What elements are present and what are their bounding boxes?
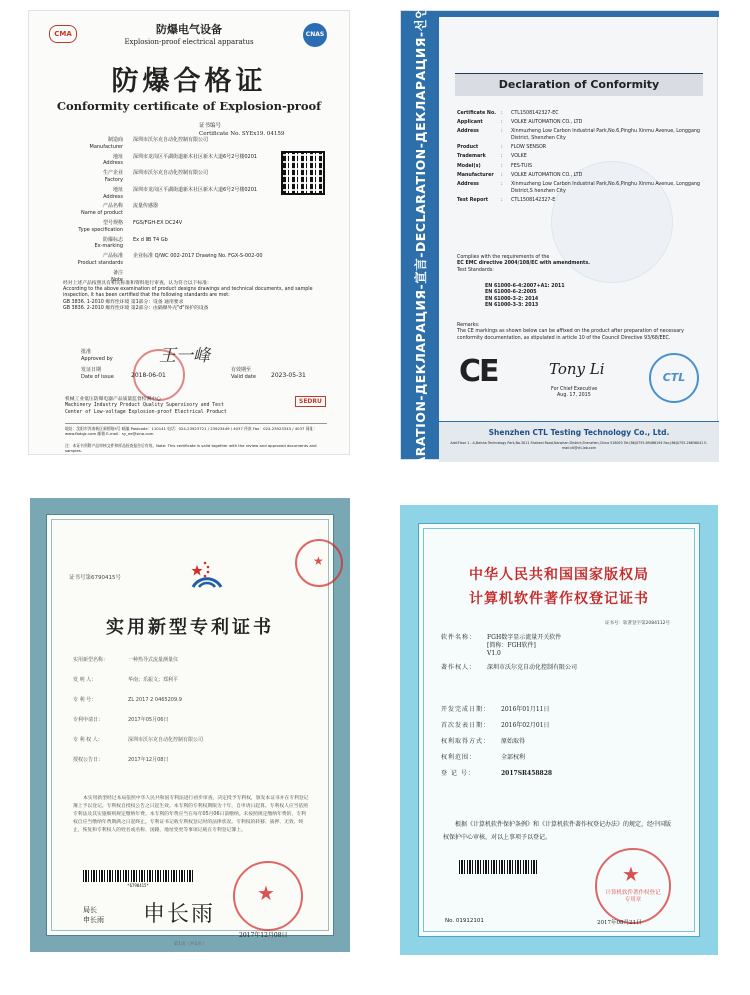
approved-by: 批准 Approved by bbox=[81, 349, 113, 362]
patent-number: 证书号第6790415号 bbox=[69, 575, 121, 581]
cert-number: 证书号：软著登字第2084112号 bbox=[605, 621, 671, 626]
field-row: 制造商 Manufacturer 深圳市沃尔克自动化控制有限公司 bbox=[89, 137, 209, 150]
barcode-icon bbox=[459, 860, 539, 874]
issuer-title: 中华人民共和国国家版权局 bbox=[469, 567, 649, 583]
cnas-logo: CNAS bbox=[303, 23, 327, 47]
remarks: Remarks: The CE markings as shown below can be affixed on the product after preparation of necessary conformity documentation, as stipulated in article 10 of the Council Directive 93/68/EEC. bbox=[457, 323, 684, 341]
contact-info: 地址：沈阳市浑南新区新桥路5号 邮编 Postcode：110141 电话：024-23923721 / 23923449 / 4037 传真 Fax：024-23923343 / 4037 网址：www.fbdqjc.com 邮箱 E-mail：sy_ex@sina.com bbox=[65, 423, 327, 436]
field-row: 发 明 人： 华南；乐振文；郑利平 bbox=[73, 677, 179, 683]
bureau-title: 局长 申长雨 bbox=[83, 906, 104, 924]
field-row: 权利取得方式： 原始取得 bbox=[441, 738, 526, 745]
cert-note: 注：本证书须附产品审核文件和样品检查报告后有效。Note: This certificate is valid together with the review and approved documents and samples. bbox=[65, 443, 317, 453]
field-row: 软件名称： FGH数字显示流量开关软件 bbox=[441, 634, 562, 641]
patent-office-emblem-icon bbox=[187, 557, 227, 595]
cert-basis: 经对上述产品按照具有相关标准和资料进行审查，认为符合以下标准： According to the above examination of product designs drawings and technical documents, and sample inspection, it has been certified that the following standards are met: GB 3836. 1-2010 爆炸性环境 第1部分：设备 通用要求 GB 3836. 2-2010 爆炸性环境 第2部分：由隔爆外壳"d"保护的设备 bbox=[63, 281, 325, 312]
executive-info: For Chief Executive Aug. 17, 2015 bbox=[551, 387, 598, 399]
field-row: 生产企业 Factory 深圳市沃尔克自动化控制有限公司 bbox=[102, 170, 209, 183]
field-row: 首次发表日期： 2016年02月01日 bbox=[441, 722, 550, 729]
declaration-of-conformity bbox=[400, 0, 718, 505]
footer bbox=[439, 421, 719, 462]
red-seal-icon: ★ bbox=[295, 539, 343, 587]
company-name: Shenzhen CTL Testing Technology Co., Ltd. bbox=[488, 428, 670, 437]
issue-date: 2017年08月21日 bbox=[597, 920, 642, 926]
cert-title-cn: 防爆合格证 bbox=[111, 66, 267, 97]
test-standards: EN 61000-6-4:2007+A1: 2011 EN 61000-6-2:2005 EN 61000-3-2: 2014 EN 61000-3-3: 2013 bbox=[485, 284, 565, 309]
field-row: 地址 Address 深圳市龙岗区平湖街道新木社区新木大道6号2号楼0201 bbox=[103, 186, 258, 200]
signature: 王一峰 bbox=[159, 346, 210, 366]
serial-number: No. 01912101 bbox=[445, 918, 484, 924]
field-row: 授权公告日： 2017年12月08日 bbox=[73, 757, 169, 763]
field-row: Test Report : CTL1508142327-E bbox=[457, 197, 556, 203]
field-row: 专 利 权 人： 深圳市沃尔克自动化控制有限公司 bbox=[73, 737, 204, 743]
field-row: 产品名称 Name of product 流量传感器 bbox=[81, 203, 159, 217]
barcode-icon bbox=[83, 870, 193, 882]
field-row: Model(s) : FES-TUIS bbox=[457, 163, 533, 169]
cma-logo: CMA bbox=[49, 25, 77, 43]
certificate-page bbox=[418, 523, 700, 937]
issue-date: 2018-06-01 bbox=[131, 372, 166, 379]
field-row: 登 记 号： 2017SR458828 bbox=[441, 770, 553, 777]
national-seal-icon: ★ bbox=[233, 861, 303, 931]
field-row: 专利申请日： 2017年05月06日 bbox=[73, 717, 169, 723]
sedru-logo: SEDRU bbox=[295, 396, 326, 407]
cert-number-value: SYEx19. 04159 bbox=[241, 131, 285, 137]
compliance-text: Complies with the requirements of the EC EMC directive 2004/108/EC with amendments. Test Standards: bbox=[457, 255, 590, 273]
header-en: Explosion-proof electrical apparatus bbox=[124, 38, 254, 46]
certificate-title: 计算机软件著作权登记证书 bbox=[469, 591, 649, 607]
field-row: 实用新型名称： 一种热导式流量测量仪 bbox=[73, 657, 179, 663]
signature: 申长雨 bbox=[143, 902, 216, 927]
issue-date: 2017年12月08日 bbox=[239, 932, 288, 939]
field-row: 备注 Note bbox=[111, 269, 123, 283]
field-row: Certificate No. : CTL1508142327-EC bbox=[457, 111, 559, 116]
copyright-fields bbox=[441, 634, 681, 778]
field-row: Applicant : VOLKE AUTOMATION CO., LTD bbox=[457, 120, 583, 126]
field-row: 防爆标志 Ex-marking Ex d ⅡB T4 Gb bbox=[94, 236, 168, 250]
field-row: 地址 Address 深圳市龙岗区平湖街道新木社区新木大道6号2号楼0201 bbox=[103, 153, 258, 167]
top-bar bbox=[439, 11, 719, 17]
issuing-org: 机械工业低压防爆电器产品质量监督检测中心 Machinery Industry Product Quality Supervisory and Test Center of Low-voltage Explosion-proof Electrical Product bbox=[65, 397, 227, 415]
declaration-fields bbox=[457, 111, 707, 207]
valid-date: 2023-05-31 bbox=[271, 372, 306, 379]
field-row: V1.0 bbox=[487, 650, 501, 657]
field-row: Address : Xinmuzheng Low Carbon Industrial Park,No.6,Pinghu Xinmu Avenue, Longgang District, Shenzhen City bbox=[457, 129, 700, 141]
utility-model-patent-certificate bbox=[30, 498, 350, 952]
qr-code-icon bbox=[281, 151, 325, 195]
field-row: 型号规格 Type specification FGS/FGH-EX DC24V bbox=[78, 219, 183, 233]
cert-number: 证书编号 Certificate No. SYEx19. 04159 bbox=[199, 123, 285, 137]
patent-body-text: 本实用新型经过本局依照中华人民共和国专利法进行初步审查，决定授予专利权，颁发本证书并在专利登记簿上予以登记。专利权自授权公告之日起生效。本专利的专利权期限为十年，自申请日起算。专利权人应当依照专利法及其实施细则规定缴纳年费。本专利的年费应当在每年05月06日前缴纳。未按照规定缴纳年费的，专利权自应当缴纳年费期满之日起终止。专利证书记载专利权登记时的法律状况。专利权的转移、质押、无效、终止、恢复和专利权人的姓名或名称、国籍、地址变更等事项记载在专利登记簿上。 bbox=[73, 796, 309, 833]
registration-seal-icon: ★ 计算机软件著作权登记专用章 bbox=[595, 848, 671, 924]
doc-title: Declaration of Conformity bbox=[455, 73, 703, 96]
ce-mark-icon: CE bbox=[459, 354, 498, 389]
certificate-page bbox=[46, 514, 334, 947]
standard-1: GB 3836. 1-2010 爆炸性环境 第1部分：设备 通用要求 bbox=[63, 299, 184, 305]
field-row: 著作权人： 深圳市沃尔克自动化控制有限公司 bbox=[441, 664, 578, 671]
page-number: 第1页（共1页） bbox=[173, 942, 207, 947]
company-address: Add:Floor 1 - A,Baisha Technology Park,No.3011 Shahexi Road,Nanshan District,Shenzhen,China 518055 Tel:(86)0755-89486194 Fax:(86)0755-26636041 E-mail:ctl@ctl-lab.com bbox=[450, 441, 708, 450]
software-copyright-certificate bbox=[400, 505, 718, 955]
signature: Tony Li bbox=[549, 360, 605, 378]
field-row: 专 利 号： ZL 2017 2 0465209.9 bbox=[73, 697, 182, 703]
copyright-body-text: 根据《计算机软件保护条例》和《计算机软件著作权登记办法》的规定，经中国版权保护中心审核，对以上事项予以登记。 bbox=[443, 821, 672, 841]
cert-header bbox=[29, 21, 349, 46]
cert-fields bbox=[65, 137, 315, 286]
field-row: 权利范围： 全部权利 bbox=[441, 754, 526, 761]
field-row: Product : FLOW SENSOR bbox=[457, 145, 547, 151]
ctl-seal-icon: CTL bbox=[649, 353, 699, 403]
field-row: Trademark : VOLKE bbox=[457, 154, 527, 160]
field-row: Manufacturer : VOLKE AUTOMATION CO., LTD bbox=[457, 172, 583, 178]
field-row: 产品标准 Product standards 企业标准 Q/WC 002-2017 Drawing No. FGX-S-002-00 bbox=[77, 253, 263, 266]
cert-title-en: Conformity certificate of Explosion-proof bbox=[56, 99, 322, 113]
explosion-proof-certificate: CMA CNAS 防爆电气设备 Explosion-proof electrical apparatus 防爆合格证 Conformity certificate of Explosion-proof 证书编号 Certificate No. SYEx19. 04159 制造商 Manufacturer 深圳市沃尔克自动化控制有限公司 地址 Address 深圳市龙岗区平湖街道新木社区新木大道6号2号楼0201 生产企业 Factory 深圳市沃尔克自动化控制有限公司 地址 Address 深圳市龙岗区平湖街道新木社区新木大道6号2号楼0201 产品名称 Name of product 流量传感器 型号规格 Type specification FGS/FGH-EX DC24V 防爆标志 Ex-marking Ex d ⅡB T4 Gb 产品标准 Product standards 企业标准 Q/WC 002-2017 Drawing No. FGX-S-002-00 备注 Note 经对上述产品按照具有相关标准和资料进行审查，认为符合以下标准： According to the above examination of product designs drawings and technical documents, and sample inspection, it has been certified that the following standards are met: GB 3836. 1-2010 爆炸性环境 第1部分：设备 通用要求 GB 3836. 2-2010 爆炸性环境 第2部分：由隔爆外壳"d"保护的设备 批准 Approved by 王一峰 发证日期 Date of issue 2018-06-01 有效期至 Valid date 2023-05-31 机械工业低压防爆电器产品质量监督检测中心 Machinery Industry Product Quality Supervisory and Test Center of Low-voltage Explosion-proof Electrical Product SEDRU 地址：沈阳市浑南新区新桥路5号 邮编 Postcode：110141 电话：024-23923721 / 23923449 / 4037 传真 Fax：024-23923343 / 4037 网址：www.fbdqjc.com 邮箱 E-mail：sy_ex@sina.com 注：本证书须附产品审核文件和样品检查报告后有效。Note: This certificate is valid together with the review and approved documents and samples. bbox=[28, 10, 350, 455]
patent-fields bbox=[73, 657, 313, 777]
patent-title: 实用新型专利证书 bbox=[106, 617, 274, 638]
side-band bbox=[401, 0, 439, 505]
barcode-number: *6790415* bbox=[127, 883, 149, 888]
side-band-text: DECLARATION-ДЕКЛАРАЦИЯ-宣言-DECLARATION-ДЕКЛАРАЦИЯ-선언- bbox=[413, 0, 428, 505]
field-row: 开发完成日期： 2016年01月11日 bbox=[441, 706, 550, 713]
standard-2: GB 3836. 2-2010 爆炸性环境 第2部分：由隔爆外壳"d"保护的设备 bbox=[63, 305, 209, 311]
header-cn: 防爆电气设备 bbox=[156, 23, 222, 36]
field-row: [简称：FGH软件] bbox=[487, 642, 536, 649]
field-row: Address : Xinmuzheng Low Carbon Industrial Park,No.6,Pinghu Xinmu Avenue, Longgang District,S henzhen City bbox=[457, 181, 700, 194]
